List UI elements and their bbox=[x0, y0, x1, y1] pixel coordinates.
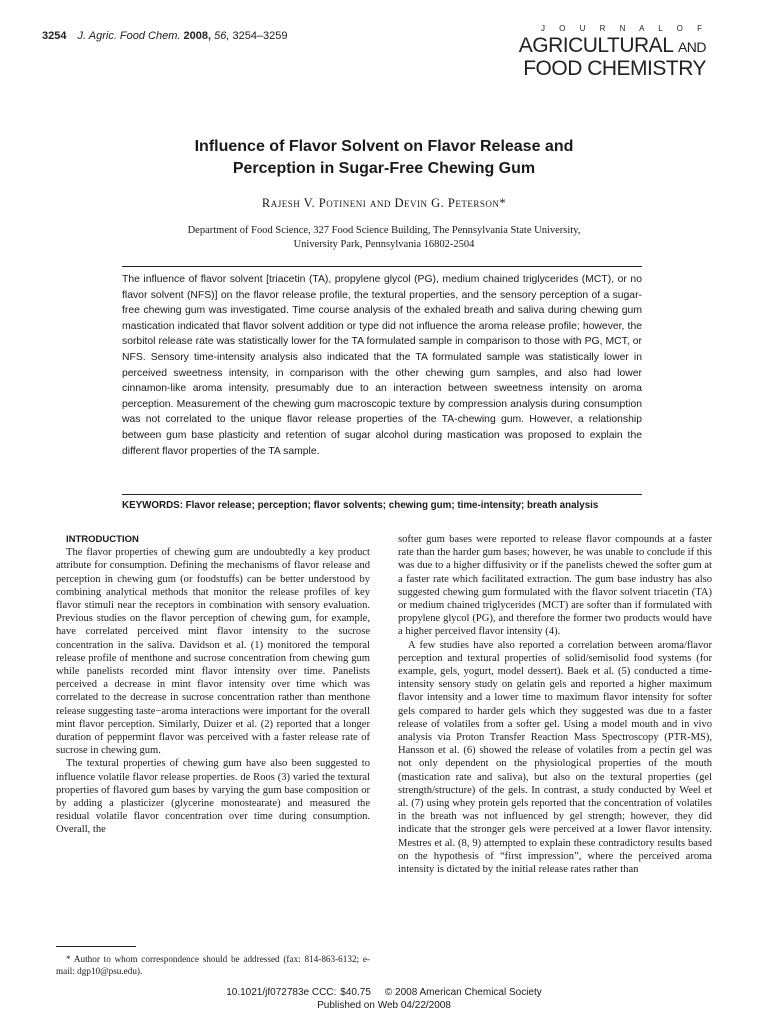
page-footer bbox=[0, 986, 768, 1012]
right-column bbox=[398, 533, 712, 876]
abstract-bottom-rule bbox=[122, 494, 642, 495]
doi-text: 10.1021/jf072783e CCC: bbox=[226, 987, 337, 998]
journal-abbrev: J. Agric. Food Chem. bbox=[77, 30, 181, 42]
page-range: 3254–3259 bbox=[232, 30, 288, 42]
author-list: Rajesh V. Potineni and Devin G. Peterson* bbox=[261, 196, 507, 210]
journal-logo bbox=[486, 24, 706, 80]
title-line-2: Perception in Sugar-Free Chewing Gum bbox=[232, 160, 536, 177]
keywords: KEYWORDS: Flavor release; perception; flavor solvents; chewing gum; time-intensity; breath analysis bbox=[122, 500, 599, 511]
paragraph: softer gum bases were reported to release flavor compounds at a faster rate than the harder gum bases; however, he was unable to conclude if this was due to a higher diffusivity or if the panelists chewed the softer gum at a faster rate which facilitated extraction. The gum base industry has also suggested chewing gum formulated with the flavor solvent triacetin (TA) or medium chained triglycerides (MCT) are softer than if formulated with propylene glycol (PG), and therefore the former two products would have a higher perceived flavor intensity (4). bbox=[398, 534, 712, 638]
abstract: The influence of flavor solvent [triacetin (TA), propylene glycol (PG), medium chained triglycerides (MCT), or no flavor solvent (NFS)] on the flavor release profile, the textural properties, and the sensory perception of a sugar-free chewing gum was investigated. Time course analysis of the exhaled breath and saliva during chewing gum mastication indicated that flavor solvent addition or type did not influence the aroma release profile; however, the sorbitol release rate was statistically lower for the TA formulated sample in comparison to those with PG, MCT, or NFS. Sensory time-intensity analysis also indicated that the TA formulated sample was statistically lower in perceived sweetness intensity, in comparison with the other chewing gum samples, and also had lower cinnamon-like aroma intensity, presumably due to an interaction between sweetness intensity on aroma perception. Measurement of the chewing gum macroscopic texture by compression analysis during consumption was not correlated to the unique flavor release properties of the TA-chewing gum. However, a relationship between gum base plasticity and retention of sugar alcohol during mastication was proposed to explain the different flavor properties of the TA sample. bbox=[122, 274, 642, 457]
footer-line-1 bbox=[0, 986, 768, 999]
affiliation-line-2: University Park, Pennsylvania 16802-2504 bbox=[293, 239, 475, 250]
correspondence-footnote: * Author to whom correspondence should be addressed (fax: 814-863-6132; e-mail: dgp10@psu.edu). bbox=[56, 954, 370, 976]
logo-line-1 bbox=[486, 35, 706, 58]
affiliation bbox=[100, 224, 668, 252]
footnote-rule bbox=[56, 946, 136, 947]
affiliation-line-1: Department of Food Science, 327 Food Science Building, The Pennsylvania State University, bbox=[187, 225, 581, 236]
section-heading-introduction: INTRODUCTION bbox=[66, 534, 139, 545]
journal-year: 2008, bbox=[183, 30, 212, 42]
article-price: $40.75 bbox=[340, 987, 371, 998]
logo-and: AND bbox=[677, 39, 706, 55]
journal-volume: 56, bbox=[214, 30, 230, 42]
article-title bbox=[100, 136, 668, 180]
publication-date: Published on Web 04/22/2008 bbox=[317, 1000, 451, 1011]
paragraph: The flavor properties of chewing gum are undoubtedly a key product attribute for consumption. Defining the mechanisms of flavor release and perception in chewing gum (or foodstuffs) can be better understood by combining analytical methods that monitor the release profiles of key flavor stimuli near the receptors in combination with sensory evaluation. Previous studies on the flavor perception of chewing gum, for example, have correlated perceived mint flavor intensity to the sucrose concentration in the saliva. Davidson et al. (1) monitored the temporal release profile of menthone and sucrose concentration from chewing gum while panelists recorded mint flavor intensity over time. Panelists perceived a decrease in mint flavor intensity over time which was correlated to the decrease in sucrose concentration rather than menthone release suggesting taste−aroma interactions were important for the overall mint flavor perception. Similarly, Duizer et al. (2) reported that a longer duration of peppermint flavor was perceived with a faster release rate of sucrose in chewing gum. bbox=[56, 547, 370, 757]
copyright: © 2008 American Chemical Society bbox=[384, 987, 542, 998]
page-number: 3254 bbox=[42, 30, 67, 42]
logo-food-chemistry: FOOD CHEMISTRY bbox=[523, 57, 706, 80]
paragraph: The textural properties of chewing gum have also been suggested to influence volatile flavor release properties. de Roos (3) varied the textural properties of flavored gum bases by varying the gum base composition or by adding a plasticizer (glycerine monostearate) and measured the residual volatile flavor concentration over time during consumption. Overall, the bbox=[56, 758, 370, 836]
logo-agricultural: AGRICULTURAL bbox=[518, 34, 673, 57]
logo-journal-of: J O U R N A L O F bbox=[540, 24, 708, 33]
title-line-1: Influence of Flavor Solvent on Flavor Release and bbox=[194, 138, 574, 155]
left-column bbox=[56, 533, 370, 837]
abstract-top-rule bbox=[122, 266, 642, 267]
paragraph: A few studies have also reported a correlation between aroma/flavor perception and textural properties of solid/semisolid food systems (for example, gels, yogurt, model dessert). Baek et al. (5) conducted a time-intensity sensory study on gelatin gels and reported a higher maximum flavor intensity and a lower time to maximum flavor intensity for softer gels compared to harder gels which they suggested was due to a faster release of volatiles from a softer gel. Using a model mouth and in vivo analysis via Proton Transfer Reaction Mass Spectroscopy (PTR-MS), Hansson et al. (6) showed the release of volatiles from a pectin gel was not only dependent on the physiological properties of the mouth (mastication rate and saliva), but also on the textural properties (gel strength/structure) of the gels. In contrast, a study conducted by Weel et al. (7) using whey protein gels reported that the concentration of volatiles in the breath was not influenced by gel strength; however, they did indicate that the stronger gels were perceived at a lower flavor intensity. Mestres et al. (8, 9) attempted to explain these contradictory results based on the hypothesis of “first impression”, where the perceived aroma intensity is dictated by the initial release rates rather than bbox=[398, 639, 712, 876]
running-header bbox=[42, 30, 288, 42]
